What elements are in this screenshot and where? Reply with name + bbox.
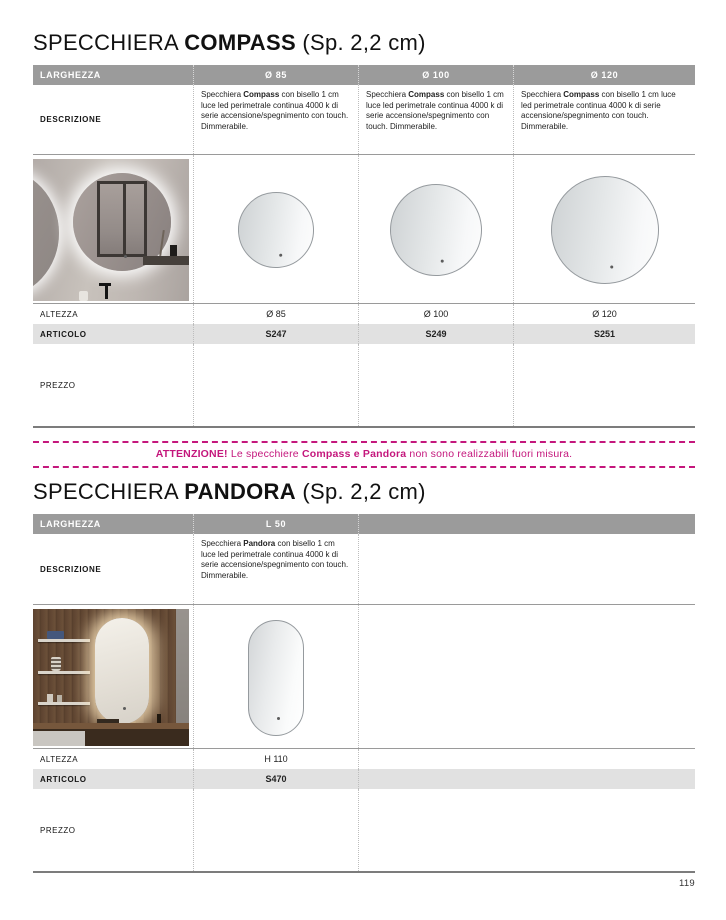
photo-jar xyxy=(47,694,53,702)
touch-sensor-dot xyxy=(440,260,443,263)
photo-shelf xyxy=(38,671,90,674)
description-row-label-cell xyxy=(33,85,193,154)
title-prefix: SPECCHIERA xyxy=(33,479,185,504)
pandora-section-title xyxy=(33,479,695,505)
compass-table xyxy=(33,65,695,428)
pandora-altezza-row xyxy=(33,749,695,769)
touch-sensor-dot xyxy=(280,254,283,257)
prezzo-empty-cell xyxy=(193,344,358,426)
header-col-l50: L 50 xyxy=(193,514,358,534)
compass-prezzo-row xyxy=(33,344,695,428)
articolo-code-s251: S251 xyxy=(513,324,695,344)
compass-section-title xyxy=(33,30,695,56)
photo-towels xyxy=(47,631,64,639)
title-product-name: COMPASS xyxy=(184,30,296,55)
header-col-d100: Ø 100 xyxy=(358,65,513,85)
description-label: DESCRIZIONE xyxy=(40,564,102,574)
desc-product-name: Pandora xyxy=(243,539,276,548)
description-empty-cell xyxy=(358,534,695,604)
compass-lifestyle-photo xyxy=(33,159,189,301)
description-label: DESCRIZIONE xyxy=(40,115,102,124)
photo-cabinet xyxy=(33,731,85,746)
photo-wall-shelf xyxy=(143,256,189,265)
header-label-larghezza: LARGHEZZA xyxy=(40,70,101,80)
page-number: 119 xyxy=(678,878,695,889)
mirror-diagram-d120 xyxy=(546,171,663,288)
title-suffix: (Sp. 2,2 cm) xyxy=(295,479,426,504)
catalog-page xyxy=(33,30,695,889)
attention-notice: ATTENZIONE! Le specchiere Compass e Pandora non sono realizzabili fuori misura. xyxy=(33,441,695,468)
photo-mirror-reflection xyxy=(97,181,148,257)
photo-shelf xyxy=(38,702,90,705)
altezza-value-120: Ø 120 xyxy=(513,304,695,324)
compass-description-120 xyxy=(513,85,695,154)
prezzo-label: PREZZO xyxy=(40,825,76,835)
compass-description-100 xyxy=(358,85,513,154)
altezza-value-85: Ø 85 xyxy=(193,304,358,324)
photo-bottle xyxy=(157,714,161,723)
desc-product-name: Compass xyxy=(408,90,445,99)
touch-sensor-dot xyxy=(277,717,280,720)
articolo-label: ARTICOLO xyxy=(40,774,87,784)
compass-description-85 xyxy=(193,85,358,154)
compass-image-row xyxy=(33,154,695,304)
compass-description-row xyxy=(33,85,695,154)
articolo-code-s249: S249 xyxy=(358,324,513,344)
prezzo-empty-cell xyxy=(193,789,358,871)
pandora-lifestyle-photo xyxy=(33,609,189,746)
compass-diagram-cell-85 xyxy=(193,155,358,305)
desc-lead: Specchiera xyxy=(366,90,409,99)
title-product-name: PANDORA xyxy=(184,479,296,504)
altezza-label: ALTEZZA xyxy=(40,309,79,319)
prezzo-empty-cell xyxy=(358,344,513,426)
mirror-diagram-d85 xyxy=(235,189,317,271)
articolo-label: ARTICOLO xyxy=(40,329,87,339)
altezza-label: ALTEZZA xyxy=(40,754,79,764)
photo-cup xyxy=(79,291,88,301)
compass-photo-cell xyxy=(33,155,193,305)
pandora-photo-cell xyxy=(33,605,193,750)
pandora-description-l50 xyxy=(193,534,358,604)
header-empty xyxy=(358,514,695,534)
compass-diagram-cell-120 xyxy=(513,155,695,305)
mirror-diagram-pill-l50 xyxy=(248,620,304,736)
articolo-empty-cell xyxy=(358,769,695,789)
altezza-empty-cell xyxy=(358,749,695,769)
pandora-articolo-row xyxy=(33,769,695,789)
compass-header-row xyxy=(33,65,695,85)
header-col-d85: Ø 85 xyxy=(193,65,358,85)
photo-oval-led-mirror xyxy=(95,618,149,724)
desc-rest: con bisello 1 cm luce led perimetrale continua 4000 k di serie accensione/spegnimento con touch. Dimmerabile. xyxy=(201,90,349,131)
title-prefix: SPECCHIERA xyxy=(33,30,185,55)
attention-word: ATTENZIONE! xyxy=(155,448,228,460)
pandora-table xyxy=(33,514,695,873)
compass-altezza-row xyxy=(33,304,695,324)
pandora-header-row xyxy=(33,514,695,534)
desc-rest: con bisello 1 cm luce led perimetrale continua 4000 k di serie accensione/spegnimento con touch. Dimmerabile. xyxy=(366,90,504,131)
photo-side-mirror xyxy=(33,169,59,297)
title-suffix: (Sp. 2,2 cm) xyxy=(295,30,426,55)
prezzo-empty-cell xyxy=(358,789,695,871)
altezza-value-100: Ø 100 xyxy=(358,304,513,324)
desc-lead: Specchiera xyxy=(521,90,564,99)
desc-product-name: Compass xyxy=(563,90,600,99)
prezzo-label: PREZZO xyxy=(40,380,76,390)
photo-jar xyxy=(57,695,62,702)
photo-vase xyxy=(170,245,177,256)
desc-lead: Specchiera xyxy=(201,539,244,548)
touch-sensor-dot xyxy=(610,266,613,269)
articolo-code-s247: S247 xyxy=(193,324,358,344)
photo-vase xyxy=(51,657,61,671)
prezzo-empty-cell xyxy=(513,344,695,426)
desc-product-name: Compass xyxy=(243,90,280,99)
compass-articolo-row xyxy=(33,324,695,344)
pandora-prezzo-row xyxy=(33,789,695,873)
articolo-code-s470: S470 xyxy=(193,769,358,789)
desc-rest: con bisello 1 cm luce led perimetrale continua 4000 k di serie accensione/spegnimento con touch. Dimmerabile. xyxy=(521,90,676,131)
mirror-diagram-d100 xyxy=(386,180,486,280)
touch-sensor-dot xyxy=(123,707,126,710)
compass-diagram-cell-100 xyxy=(358,155,513,305)
altezza-value-h110: H 110 xyxy=(193,749,358,769)
header-label-larghezza: LARGHEZZA xyxy=(40,519,101,529)
desc-lead: Specchiera xyxy=(201,90,244,99)
pandora-image-row xyxy=(33,604,695,749)
pandora-diagram-cell xyxy=(193,605,358,750)
touch-sensor-dot xyxy=(124,255,127,258)
image-empty-cell xyxy=(358,605,695,750)
header-col-d120: Ø 120 xyxy=(513,65,695,85)
pandora-description-row xyxy=(33,534,695,604)
description-row-label-cell xyxy=(33,534,193,604)
desc-rest: con bisello 1 cm luce led perimetrale continua 4000 k di serie accensione/spegnimento con touch. Dimmerabile. xyxy=(201,539,349,580)
attention-products: Compass e Pandora xyxy=(301,448,407,460)
photo-tray xyxy=(97,719,119,723)
photo-shelf xyxy=(38,639,90,642)
